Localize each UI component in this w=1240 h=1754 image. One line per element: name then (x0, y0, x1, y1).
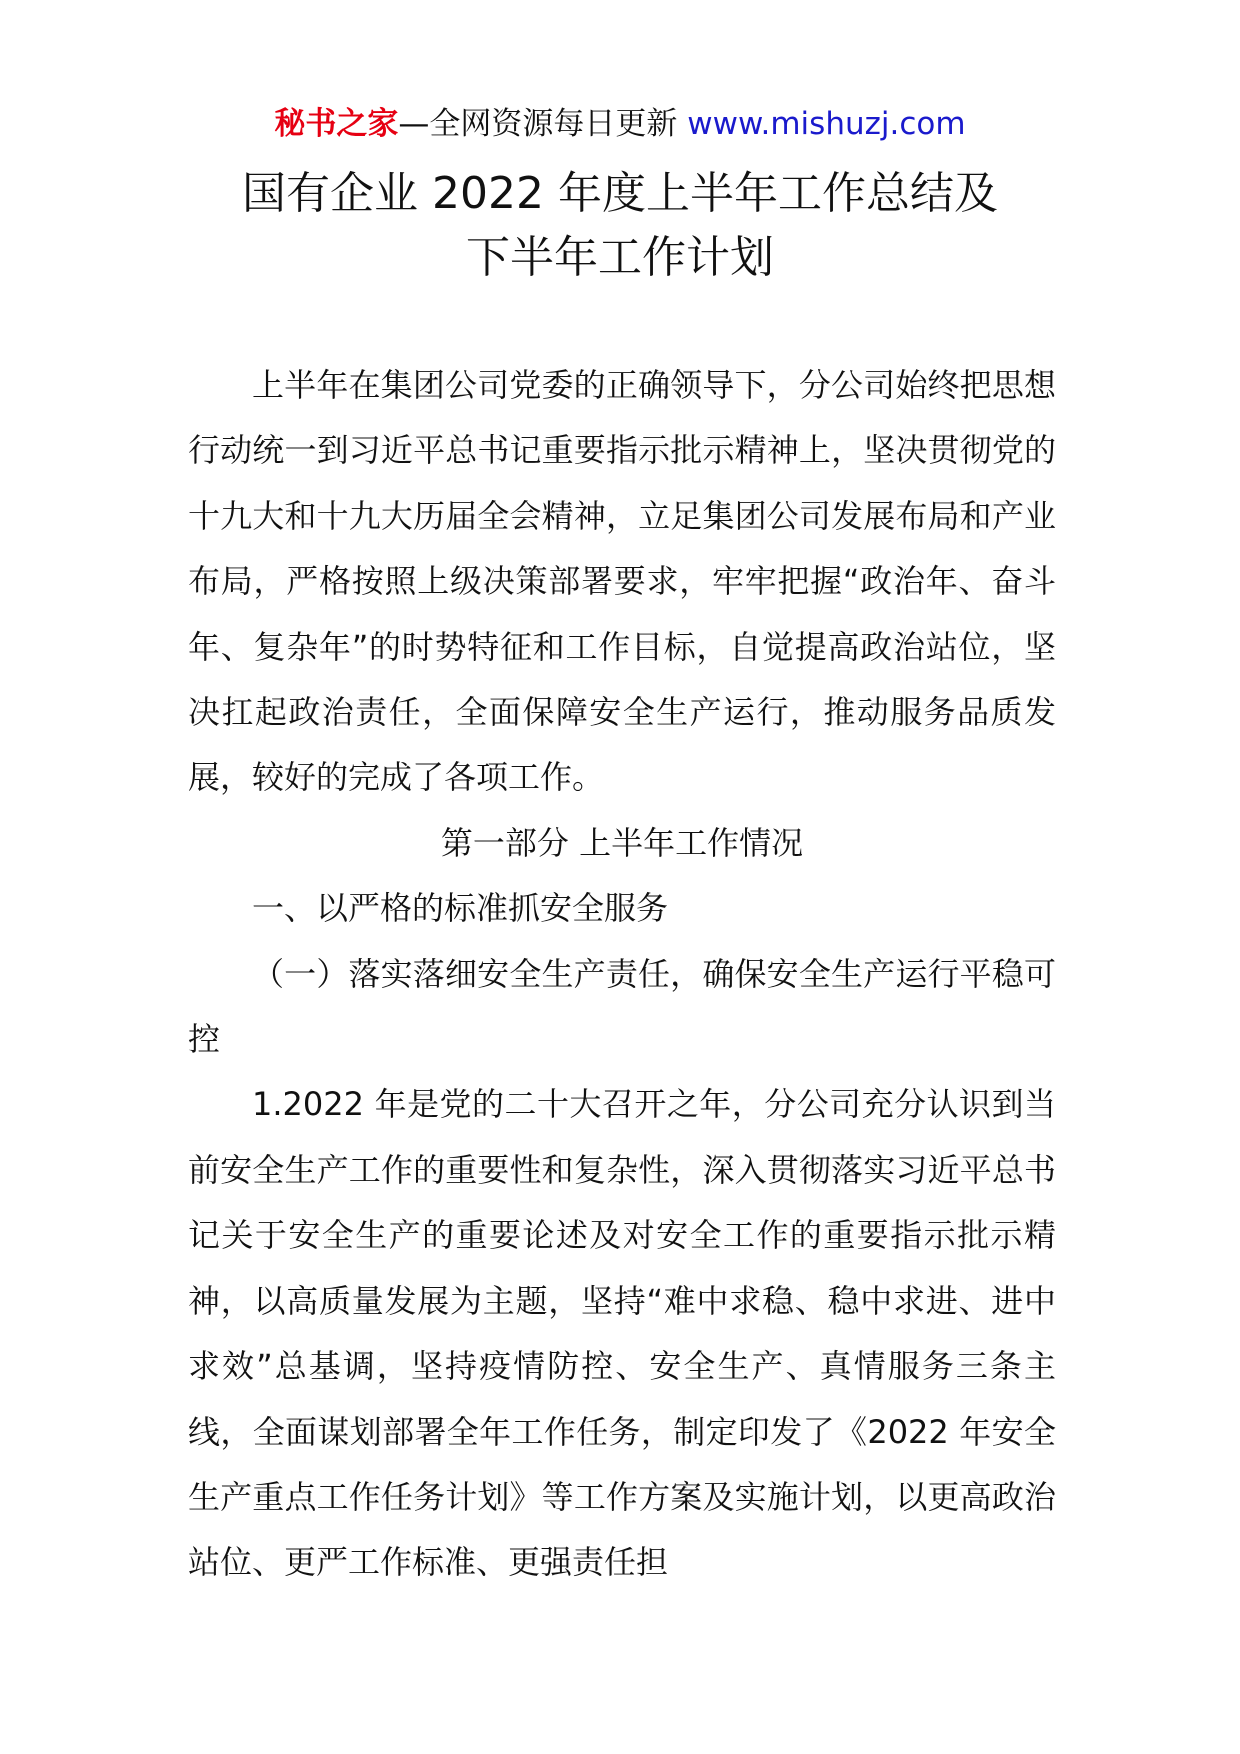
document-title-line-1: 国有企业 2022 年度上半年工作总结及 (242, 168, 998, 219)
document-body (188, 353, 1056, 1596)
body-paragraph: 1.2022 年是党的二十大召开之年，分公司充分认识到当前安全生产工作的重要性和复杂性，深入贯彻落实习近平总书记关于安全生产的重要论述及对安全工作的重要指示批示精神，以高质量发展为主题，坚持“难中求稳、稳中求进、进中求效”总基调，坚持疫情防控、安全生产、真情服务三条主线，全面谋划部署全年工作任务，制定印发了《2022 年安全生产重点工作任务计划》等工作方案及实施计划，以更高政治站位、更严工作标准、更强责任担 (188, 1085, 1056, 1582)
heading-level-2: （一）落实落细安全生产责任，确保安全生产运行平稳可控 (188, 954, 1056, 1059)
section-heading: 第一部分 上半年工作情况 (440, 823, 804, 862)
site-url[interactable]: www.mishuzj.com (687, 106, 966, 142)
intro-paragraph: 上半年在集团公司党委的正确领导下，分公司始终把思想行动统一到习近平总书记重要指示批示精神上，坚决贯彻党的十九大和十九大历届全会精神，立足集团公司发展布局和产业布局，严格按照上级决策部署要求，牢牢把握“政治年、奋斗年、复杂年”的时势特征和工作目标，自觉提高政治站位，坚决扛起政治责任，全面保障安全生产运行，推动服务品质发展，较好的完成了各项工作。 (188, 366, 1056, 797)
document-title-line-2: 下半年工作计划 (466, 232, 774, 283)
brand-name: 秘书之家 (274, 106, 399, 142)
site-header (0, 102, 1240, 146)
header-tagline: —全网资源每日更新 (398, 106, 688, 142)
heading-level-1: 一、以严格的标准抓安全服务 (252, 889, 669, 928)
